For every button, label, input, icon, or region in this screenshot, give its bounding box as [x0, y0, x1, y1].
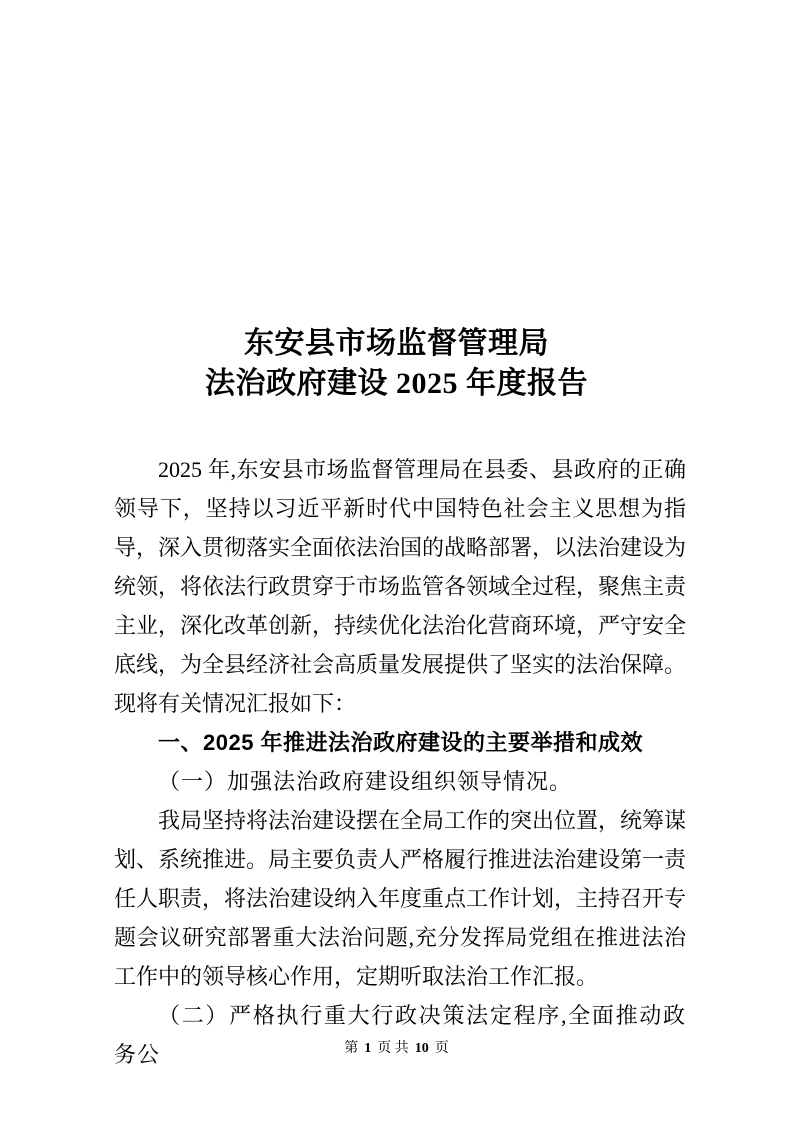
page-footer — [0, 1039, 793, 1059]
footer-label-suffix: 页 — [434, 1041, 449, 1056]
document-body — [114, 450, 686, 1074]
footer-total-pages: 10 — [414, 1041, 429, 1056]
footer-page-number: 1 — [364, 1041, 372, 1056]
footer-label-prefix: 第 — [344, 1041, 359, 1056]
title-line-2: 法治政府建设 2025 年度报告 — [205, 367, 588, 400]
body-paragraph-1: 我局坚持将法治建设摆在全局工作的突出位置，统筹谋划、系统推进。局主要负责人严格履行推进法治建设第一责任人职责，将法治建设纳入年度重点工作计划，主持召开专题会议研究部署重大法治问题,充分发挥局党组在推进法治工作中的领导核心作用，定期听取法治工作汇报。 — [114, 808, 687, 989]
intro-paragraph: 2025 年,东安县市场监督管理局在县委、县政府的正确领导下，坚持以习近平新时代中国特色社会主义思想为指导，深入贯彻落实全面依法治国的战略部署，以法治建设为统领，将依法行政贯穿于市场监管各领域全过程，聚焦主责主业，深化改革创新，持续优化法治化营商环境，严守安全底线，为全县经济社会高质量发展提供了坚实的法治保障。现将有关情况汇报如下： — [114, 457, 687, 716]
section-heading-1: 一、2025 年推进法治政府建设的主要举措和成效 — [158, 730, 644, 755]
document-title — [0, 324, 793, 404]
subsection-heading-1: （一）加强法治政府建设组织领导情况。 — [158, 769, 573, 794]
title-line-1: 东安县市场监督管理局 — [244, 327, 549, 360]
footer-label-middle: 页 共 — [377, 1041, 409, 1056]
subsection-heading-2: （二）严格执行重大行政决策法定程序,全面推动政务公 — [114, 1003, 686, 1067]
